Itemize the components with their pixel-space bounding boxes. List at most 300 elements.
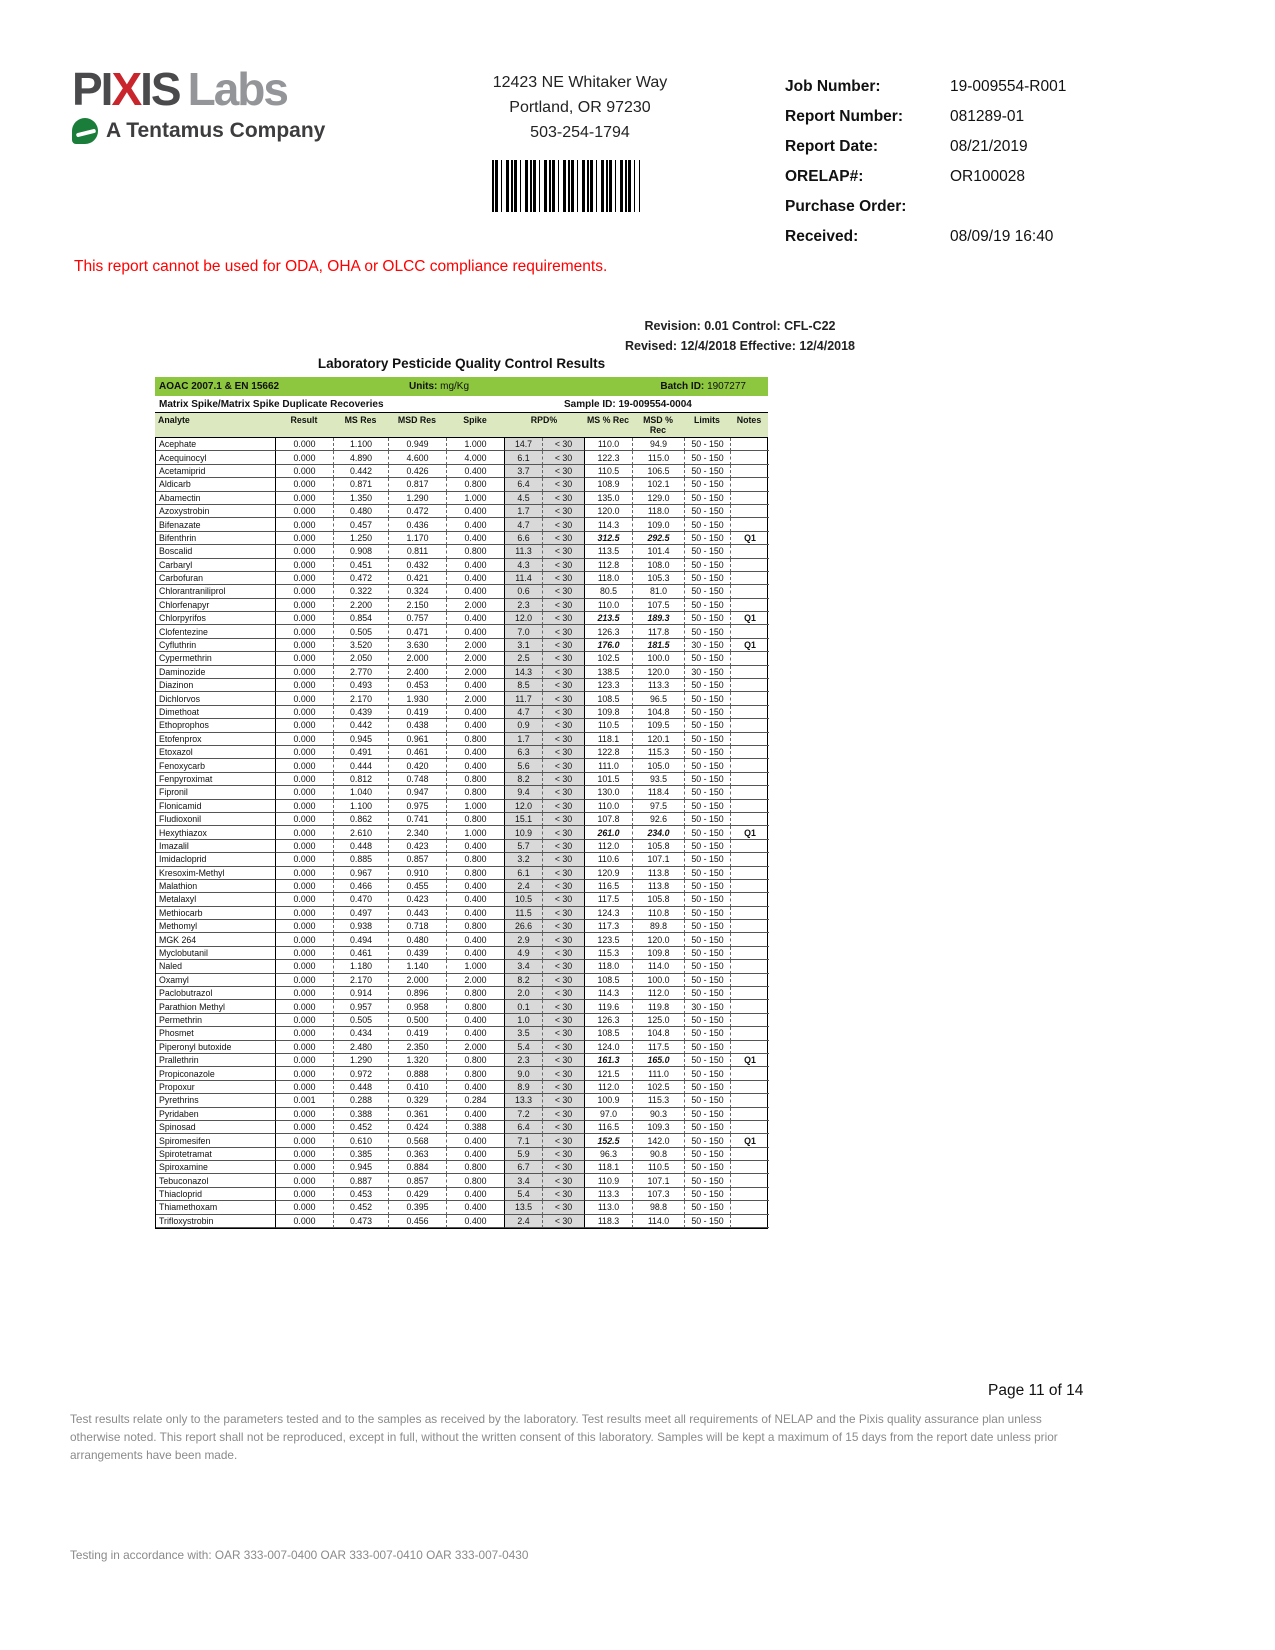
cell-result: 0.000: [276, 1108, 334, 1121]
table-row: [156, 840, 767, 853]
cell-limits: 50 - 150: [685, 1027, 731, 1040]
cell-analyte: Permethrin: [156, 1014, 276, 1027]
cell-msdres: 0.884: [389, 1161, 447, 1174]
cell-analyte: Imazalil: [156, 840, 276, 853]
qc-table: [155, 356, 768, 1229]
cell-analyte: Etofenprox: [156, 733, 276, 746]
cell-msrec: 117.3: [585, 920, 633, 933]
cell-msres: 0.385: [334, 1148, 389, 1161]
cell-msdrec: 292.5: [633, 532, 685, 545]
cell-notes: [731, 625, 769, 638]
cell-msrec: 120.9: [585, 867, 633, 880]
cell-rpdv: 7.2: [505, 1108, 543, 1121]
cell-result: 0.000: [276, 1161, 334, 1174]
cell-limits: 30 - 150: [685, 639, 731, 652]
cell-result: 0.000: [276, 1081, 334, 1094]
cell-msdrec: 93.5: [633, 773, 685, 786]
cell-msdres: 0.480: [389, 933, 447, 946]
cell-rpdv: 8.2: [505, 773, 543, 786]
cell-msres: 0.388: [334, 1108, 389, 1121]
cell-rpdv: 3.4: [505, 960, 543, 973]
table-row: [156, 1067, 767, 1080]
cell-msrec: 110.5: [585, 465, 633, 478]
table-row: [156, 867, 767, 880]
cell-notes: [731, 679, 769, 692]
cell-msdres: 0.423: [389, 893, 447, 906]
cell-rpdl: < 30: [543, 746, 585, 759]
cell-analyte: Myclobutanil: [156, 947, 276, 960]
cell-rpdv: 5.4: [505, 1041, 543, 1054]
cell-spike: 0.400: [447, 893, 505, 906]
cell-rpdl: < 30: [543, 1014, 585, 1027]
cell-rpdl: < 30: [543, 692, 585, 705]
cell-analyte: Bifenthrin: [156, 532, 276, 545]
cell-msrec: 108.9: [585, 478, 633, 491]
cell-msrec: 115.3: [585, 947, 633, 960]
table-row: [156, 1188, 767, 1201]
cell-msrec: 110.0: [585, 438, 633, 451]
cell-msrec: 114.3: [585, 518, 633, 531]
cell-msres: 0.945: [334, 733, 389, 746]
cell-msres: 0.442: [334, 465, 389, 478]
table-row: [156, 465, 767, 478]
cell-rpdl: < 30: [543, 478, 585, 491]
cell-spike: 0.800: [447, 813, 505, 826]
cell-rpdv: 4.3: [505, 559, 543, 572]
col-header-analyte: Analyte: [158, 415, 190, 425]
cell-analyte: Daminozide: [156, 666, 276, 679]
cell-msdrec: 102.1: [633, 478, 685, 491]
cell-msdrec: 118.4: [633, 786, 685, 799]
table-row: [156, 920, 767, 933]
cell-notes: [731, 840, 769, 853]
cell-rpdl: < 30: [543, 652, 585, 665]
cell-rpdv: 2.4: [505, 880, 543, 893]
cell-rpdv: 26.6: [505, 920, 543, 933]
cell-limits: 50 - 150: [685, 572, 731, 585]
cell-msrec: 118.1: [585, 733, 633, 746]
cell-msrec: 110.9: [585, 1174, 633, 1187]
cell-analyte: Kresoxim-Methyl: [156, 867, 276, 880]
cell-rpdv: 11.5: [505, 907, 543, 920]
cell-msdres: 0.857: [389, 1174, 447, 1187]
cell-msdres: 0.421: [389, 572, 447, 585]
cell-limits: 50 - 150: [685, 1081, 731, 1094]
cell-rpdl: < 30: [543, 1041, 585, 1054]
cell-msrec: 109.8: [585, 706, 633, 719]
cell-rpdv: 6.3: [505, 746, 543, 759]
cell-rpdl: < 30: [543, 492, 585, 505]
cell-msdrec: 115.3: [633, 746, 685, 759]
cell-msdrec: 119.8: [633, 1000, 685, 1013]
cell-msdres: 0.419: [389, 706, 447, 719]
cell-analyte: Azoxystrobin: [156, 505, 276, 518]
cell-rpdv: 3.7: [505, 465, 543, 478]
cell-msres: 0.972: [334, 1067, 389, 1080]
cell-spike: 0.400: [447, 518, 505, 531]
cell-spike: 0.400: [447, 947, 505, 960]
cell-msrec: 118.0: [585, 960, 633, 973]
cell-spike: 0.800: [447, 987, 505, 1000]
cell-rpdv: 14.7: [505, 438, 543, 451]
cell-msres: 0.914: [334, 987, 389, 1000]
cell-msrec: 130.0: [585, 786, 633, 799]
table-row: [156, 719, 767, 732]
cell-spike: 0.400: [447, 1188, 505, 1201]
table-row: [156, 1094, 767, 1107]
cell-limits: 50 - 150: [685, 987, 731, 1000]
cell-notes: [731, 733, 769, 746]
cell-limits: 50 - 150: [685, 612, 731, 625]
cell-rpdl: < 30: [543, 1174, 585, 1187]
cell-notes: Q1: [731, 1054, 769, 1067]
revision-line-1: Revision: 0.01 Control: CFL-C22: [644, 319, 836, 333]
table-row: [156, 1161, 767, 1174]
cell-limits: 50 - 150: [685, 532, 731, 545]
cell-msdres: 0.429: [389, 1188, 447, 1201]
cell-msdres: 0.910: [389, 867, 447, 880]
cell-msdres: 1.930: [389, 692, 447, 705]
cell-analyte: Spiroxamine: [156, 1161, 276, 1174]
cell-spike: 2.000: [447, 639, 505, 652]
job-number-label: Job Number:: [785, 78, 881, 95]
cell-spike: 0.800: [447, 1067, 505, 1080]
cell-msdrec: 102.5: [633, 1081, 685, 1094]
cell-msres: 0.967: [334, 867, 389, 880]
cell-limits: 50 - 150: [685, 478, 731, 491]
cell-rpdv: 3.1: [505, 639, 543, 652]
cell-msdres: 0.888: [389, 1067, 447, 1080]
cell-msres: 0.491: [334, 746, 389, 759]
cell-rpdl: < 30: [543, 759, 585, 772]
cell-rpdv: 0.9: [505, 719, 543, 732]
cell-limits: 50 - 150: [685, 920, 731, 933]
cell-msres: 1.100: [334, 438, 389, 451]
cell-msdrec: 189.3: [633, 612, 685, 625]
cell-result: 0.000: [276, 492, 334, 505]
table-row: [156, 679, 767, 692]
cell-notes: [731, 880, 769, 893]
cell-msrec: 122.8: [585, 746, 633, 759]
cell-msres: 1.290: [334, 1054, 389, 1067]
cell-limits: 50 - 150: [685, 545, 731, 558]
cell-result: 0.000: [276, 505, 334, 518]
cell-result: 0.000: [276, 545, 334, 558]
cell-result: 0.000: [276, 1148, 334, 1161]
cell-rpdl: < 30: [543, 719, 585, 732]
cell-result: 0.000: [276, 746, 334, 759]
cell-limits: 50 - 150: [685, 853, 731, 866]
cell-spike: 0.400: [447, 880, 505, 893]
cell-limits: 50 - 150: [685, 625, 731, 638]
cell-rpdv: 2.0: [505, 987, 543, 1000]
cell-msdres: 4.600: [389, 451, 447, 464]
cell-analyte: Fenpyroximat: [156, 773, 276, 786]
report-info-block: [785, 72, 1205, 252]
cell-msres: 0.493: [334, 679, 389, 692]
lab-address: [430, 70, 730, 145]
cell-spike: 0.400: [447, 505, 505, 518]
cell-notes: [731, 1174, 769, 1187]
cell-msdres: 0.471: [389, 625, 447, 638]
cell-msdres: 2.150: [389, 599, 447, 612]
logo-text-x: X: [111, 63, 141, 115]
table-row: [156, 706, 767, 719]
cell-result: 0.000: [276, 933, 334, 946]
cell-spike: 0.400: [447, 1081, 505, 1094]
cell-analyte: Fludioxonil: [156, 813, 276, 826]
cell-msrec: 138.5: [585, 666, 633, 679]
section-title: Matrix Spike/Matrix Spike Duplicate Recoveries: [159, 398, 384, 410]
cell-limits: 50 - 150: [685, 1108, 731, 1121]
cell-notes: [731, 974, 769, 987]
table-row: [156, 639, 767, 652]
cell-notes: [731, 1014, 769, 1027]
cell-limits: 50 - 150: [685, 719, 731, 732]
cell-notes: [731, 1000, 769, 1013]
cell-spike: 0.800: [447, 786, 505, 799]
table-row: [156, 1081, 767, 1094]
cell-analyte: Acequinocyl: [156, 451, 276, 464]
cell-msres: 0.439: [334, 706, 389, 719]
cell-spike: 2.000: [447, 666, 505, 679]
cell-rpdv: 11.7: [505, 692, 543, 705]
cell-notes: [731, 1081, 769, 1094]
cell-rpdv: 0.6: [505, 585, 543, 598]
cell-msres: 0.473: [334, 1215, 389, 1228]
table-row: [156, 826, 767, 839]
cell-spike: 0.800: [447, 1174, 505, 1187]
cell-msres: 0.442: [334, 719, 389, 732]
table-row: [156, 960, 767, 973]
cell-msdres: 0.757: [389, 612, 447, 625]
cell-notes: [731, 800, 769, 813]
cell-analyte: Acephate: [156, 438, 276, 451]
cell-msres: 0.854: [334, 612, 389, 625]
table-row: [156, 880, 767, 893]
cell-msdres: 0.748: [389, 773, 447, 786]
table-row: [156, 438, 767, 451]
cell-notes: [731, 907, 769, 920]
cell-msdrec: 90.8: [633, 1148, 685, 1161]
job-number-value: 19-009554-R001: [950, 78, 1067, 95]
cell-msrec: 161.3: [585, 1054, 633, 1067]
cell-analyte: Flonicamid: [156, 800, 276, 813]
cell-notes: [731, 505, 769, 518]
sample-id-field: [564, 399, 692, 410]
cell-limits: 50 - 150: [685, 746, 731, 759]
table-row: [156, 518, 767, 531]
cell-rpdl: < 30: [543, 706, 585, 719]
cell-notes: [731, 773, 769, 786]
cell-msres: 0.505: [334, 625, 389, 638]
col-header-msd-rec: MSD % Rec: [643, 415, 673, 435]
cell-notes: [731, 1148, 769, 1161]
table-row: [156, 1054, 767, 1067]
cell-limits: 30 - 150: [685, 666, 731, 679]
pixis-labs-logo: [72, 63, 326, 144]
cell-spike: 0.800: [447, 545, 505, 558]
cell-rpdl: < 30: [543, 1201, 585, 1214]
cell-limits: 50 - 150: [685, 652, 731, 665]
cell-msrec: 124.0: [585, 1041, 633, 1054]
cell-rpdv: 3.2: [505, 853, 543, 866]
cell-rpdv: 8.2: [505, 974, 543, 987]
logo-wordmark: [72, 63, 325, 115]
cell-spike: 0.400: [447, 465, 505, 478]
cell-limits: 50 - 150: [685, 800, 731, 813]
cell-analyte: Pyridaben: [156, 1108, 276, 1121]
cell-result: 0.000: [276, 1121, 334, 1134]
cell-rpdv: 1.7: [505, 505, 543, 518]
cell-msdres: 0.857: [389, 853, 447, 866]
cell-analyte: Spirotetramat: [156, 1148, 276, 1161]
cell-rpdl: < 30: [543, 585, 585, 598]
cell-msdrec: 118.0: [633, 505, 685, 518]
cell-msdres: 0.410: [389, 1081, 447, 1094]
cell-analyte: Piperonyl butoxide: [156, 1041, 276, 1054]
cell-rpdl: < 30: [543, 1134, 585, 1147]
cell-spike: 0.800: [447, 853, 505, 866]
cell-spike: 0.800: [447, 733, 505, 746]
cell-msres: 0.887: [334, 1174, 389, 1187]
cell-spike: 0.284: [447, 1094, 505, 1107]
cell-msres: 0.451: [334, 559, 389, 572]
cell-rpdl: < 30: [543, 880, 585, 893]
table-row: [156, 478, 767, 491]
cell-spike: 0.400: [447, 759, 505, 772]
cell-notes: [731, 1094, 769, 1107]
cell-msres: 2.610: [334, 826, 389, 839]
cell-rpdl: < 30: [543, 1054, 585, 1067]
cell-limits: 50 - 150: [685, 880, 731, 893]
cell-limits: 50 - 150: [685, 733, 731, 746]
cell-rpdv: 12.0: [505, 612, 543, 625]
cell-result: 0.000: [276, 1215, 334, 1228]
cell-rpdl: < 30: [543, 947, 585, 960]
cell-msdres: 0.718: [389, 920, 447, 933]
cell-rpdv: 10.9: [505, 826, 543, 839]
cell-notes: [731, 572, 769, 585]
cell-msrec: 116.5: [585, 1121, 633, 1134]
table-row: [156, 974, 767, 987]
cell-analyte: Clofentezine: [156, 625, 276, 638]
cell-msres: 0.470: [334, 893, 389, 906]
cell-spike: 2.000: [447, 1041, 505, 1054]
cell-rpdv: 3.5: [505, 1027, 543, 1040]
cell-rpdl: < 30: [543, 666, 585, 679]
cell-rpdl: < 30: [543, 987, 585, 1000]
cell-limits: 50 - 150: [685, 1188, 731, 1201]
footer-disclaimer: Test results relate only to the parameters tested and to the samples as received by the laboratory. Test results meet all requirements of NELAP and the Pixis quality assurance plan unless otherwise noted. This report shall not be reproduced, except in full, without the written consent of this laboratory. Samples will be kept a maximum of 15 days from the report date unless prior arrangements have been made.: [70, 1412, 1058, 1462]
cell-msrec: 110.5: [585, 719, 633, 732]
cell-result: 0.000: [276, 706, 334, 719]
cell-result: 0.000: [276, 880, 334, 893]
cell-limits: 50 - 150: [685, 933, 731, 946]
cell-spike: 1.000: [447, 800, 505, 813]
cell-limits: 50 - 150: [685, 960, 731, 973]
col-header-limits: Limits: [694, 415, 720, 425]
table-row: [156, 893, 767, 906]
cell-result: 0.000: [276, 759, 334, 772]
cell-rpdl: < 30: [543, 1148, 585, 1161]
cell-msdres: 0.456: [389, 1215, 447, 1228]
cell-msdres: 2.000: [389, 974, 447, 987]
cell-result: 0.000: [276, 585, 334, 598]
cell-notes: [731, 987, 769, 1000]
qc-table-body: [155, 438, 768, 1229]
cell-msdrec: 105.0: [633, 759, 685, 772]
cell-msdrec: 81.0: [633, 585, 685, 598]
table-row: [156, 1134, 767, 1147]
cell-msres: 0.322: [334, 585, 389, 598]
cell-msrec: 118.1: [585, 1161, 633, 1174]
cell-msres: 0.812: [334, 773, 389, 786]
cell-limits: 50 - 150: [685, 813, 731, 826]
cell-msrec: 108.5: [585, 1027, 633, 1040]
cell-spike: 0.400: [447, 625, 505, 638]
cell-msdrec: 107.3: [633, 1188, 685, 1201]
cell-notes: [731, 853, 769, 866]
cell-analyte: Propiconazole: [156, 1067, 276, 1080]
cell-spike: 0.800: [447, 1000, 505, 1013]
cell-msdres: 2.400: [389, 666, 447, 679]
cell-msdrec: 110.5: [633, 1161, 685, 1174]
cell-spike: 0.400: [447, 532, 505, 545]
cell-msrec: 107.8: [585, 813, 633, 826]
cell-limits: 50 - 150: [685, 451, 731, 464]
table-row: [156, 907, 767, 920]
cell-msrec: 119.6: [585, 1000, 633, 1013]
cell-msdres: 0.961: [389, 733, 447, 746]
cell-rpdl: < 30: [543, 572, 585, 585]
cell-spike: 0.800: [447, 1161, 505, 1174]
cell-result: 0.000: [276, 1067, 334, 1080]
cell-notes: Q1: [731, 1134, 769, 1147]
cell-limits: 30 - 150: [685, 1000, 731, 1013]
cell-msdrec: 129.0: [633, 492, 685, 505]
cell-msrec: 176.0: [585, 639, 633, 652]
col-header-msd-res: MSD Res: [397, 415, 437, 425]
cell-notes: [731, 1201, 769, 1214]
revision-line-2: Revised: 12/4/2018 Effective: 12/4/2018: [624, 339, 855, 353]
cell-analyte: Fenoxycarb: [156, 759, 276, 772]
cell-rpdv: 5.4: [505, 1188, 543, 1201]
cell-analyte: Chlorpyrifos: [156, 612, 276, 625]
cell-msdrec: 94.9: [633, 438, 685, 451]
cell-msdrec: 107.1: [633, 1174, 685, 1187]
page-number: Page 11 of 14: [988, 1382, 1084, 1399]
cell-msres: 0.288: [334, 1094, 389, 1107]
cell-analyte: Spinosad: [156, 1121, 276, 1134]
cell-msdrec: 114.0: [633, 1215, 685, 1228]
cell-rpdl: < 30: [543, 893, 585, 906]
col-header-rpd: RPD%: [530, 415, 558, 425]
cell-notes: [731, 947, 769, 960]
cell-spike: 0.400: [447, 559, 505, 572]
cell-msrec: 97.0: [585, 1108, 633, 1121]
cell-limits: 50 - 150: [685, 947, 731, 960]
cell-analyte: Thiamethoxam: [156, 1201, 276, 1214]
cell-msdrec: 105.8: [633, 840, 685, 853]
cell-msdres: 0.426: [389, 465, 447, 478]
cell-msdrec: 113.8: [633, 867, 685, 880]
cell-rpdv: 8.9: [505, 1081, 543, 1094]
col-header-notes: Notes: [736, 415, 762, 425]
cell-limits: 50 - 150: [685, 840, 731, 853]
cell-msrec: 122.3: [585, 451, 633, 464]
cell-spike: 0.400: [447, 840, 505, 853]
